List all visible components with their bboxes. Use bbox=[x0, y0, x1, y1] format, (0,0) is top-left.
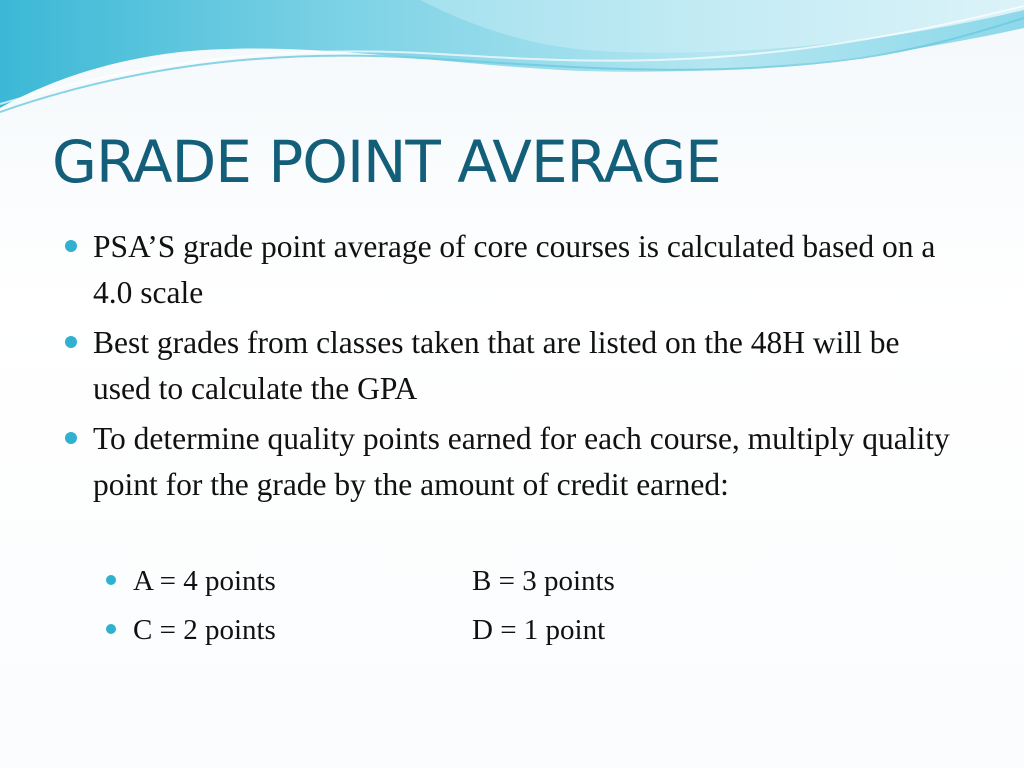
grade-points-list bbox=[106, 558, 866, 656]
bullet-text: Best grades from classes taken that are listed on the 48H will be used to calculate the GPA bbox=[93, 325, 900, 406]
bullet-item bbox=[62, 320, 962, 412]
page-title: GRADE POINT AVERAGE bbox=[52, 128, 721, 196]
sub-bullet-dot-icon bbox=[106, 624, 116, 634]
bullet-text: PSA’S grade point average of core courses is calculated based on a 4.0 scale bbox=[93, 229, 936, 310]
bullet-item bbox=[62, 224, 962, 316]
bullet-dot-icon bbox=[65, 432, 77, 444]
grade-points-row bbox=[106, 607, 866, 656]
grade-point-left: C = 2 points bbox=[133, 614, 276, 646]
grade-point-right: D = 1 point bbox=[472, 614, 606, 646]
grade-point-right: B = 3 points bbox=[472, 565, 615, 597]
grade-point-left: A = 4 points bbox=[133, 565, 276, 597]
bullet-item bbox=[62, 416, 962, 508]
grade-points-row bbox=[106, 558, 866, 607]
sub-bullet-dot-icon bbox=[106, 575, 116, 585]
header-wave-decoration bbox=[0, 0, 1024, 130]
bullet-text: To determine quality points earned for each course, multiply quality point for the grade by the amount of credit earned: bbox=[93, 421, 950, 502]
bullet-list bbox=[62, 224, 962, 512]
bullet-dot-icon bbox=[65, 240, 77, 252]
bullet-dot-icon bbox=[65, 336, 77, 348]
